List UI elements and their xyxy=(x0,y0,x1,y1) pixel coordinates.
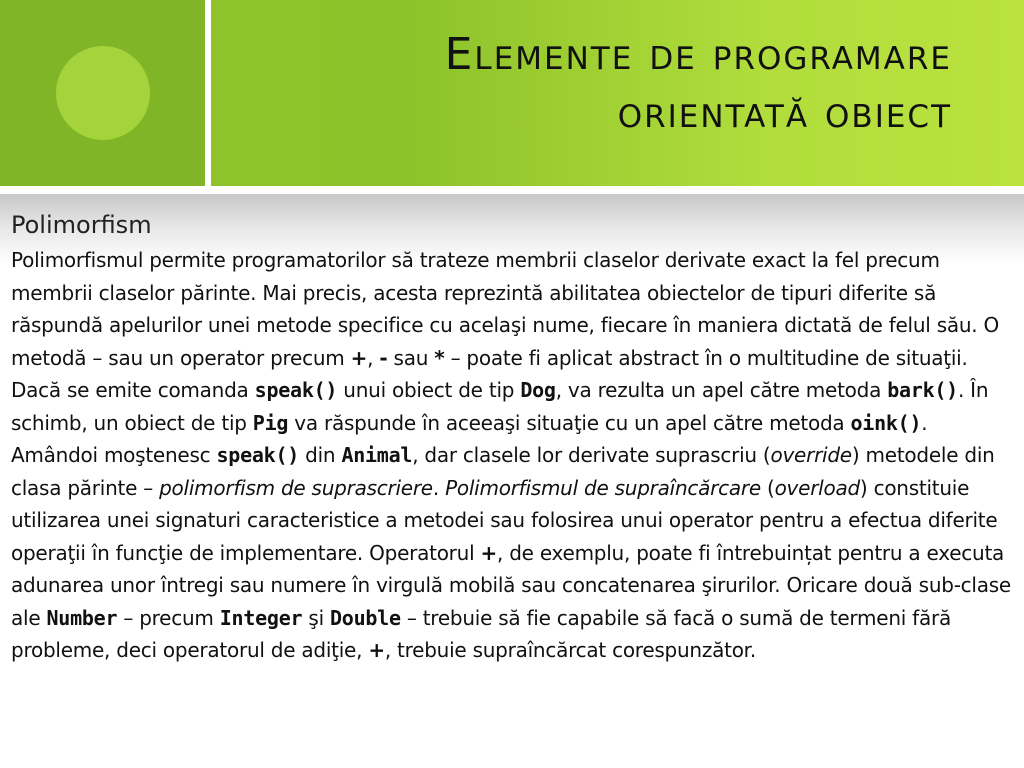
code-term: Animal xyxy=(341,443,413,467)
text-run: din xyxy=(299,443,342,467)
operator-term: * xyxy=(434,345,445,370)
italic-term: polimorfism de suprascriere xyxy=(159,475,433,500)
slide-title xyxy=(192,26,952,142)
text-run: . În schimb, un obiect de tip xyxy=(11,378,989,435)
text-run: sau xyxy=(387,345,435,370)
text-run: Polimorfismul permite programatorilor să trateze membrii claselor derivate exact la fel precum membrii claselor părinte. Mai precis, acesta reprezintă abilitatea obiectelor de tipuri diferite să răspundă apelurilor unei metode specifice cu acelaşi nume, fiecare în maniera dictată de felul său. O metodă – sau un operator precum xyxy=(11,248,1000,370)
text-run: – trebuie să fie capabile să facă o sumă de termeni fără probleme, deci operatorul de adiţie, xyxy=(11,605,951,662)
text-run: unui obiect de tip xyxy=(337,378,521,402)
text-run: ) constituie utilizarea unei signaturi caracteristice a metodei sau folosirea unui operator pentru a efectua diferite operaţii în funcţie de implementare. Operatorul xyxy=(11,475,998,565)
text-run: ) metodele din clasa părinte – xyxy=(11,443,995,500)
title-bar xyxy=(0,0,1024,186)
italic-term: overload xyxy=(774,475,860,500)
decorative-circle-icon xyxy=(56,46,150,140)
operator-term: - xyxy=(379,345,388,370)
slide-title-line-2: orientată obiect xyxy=(617,87,952,138)
italic-term: Polimorfismul de supraîncărcare xyxy=(445,475,761,500)
operator-term: + xyxy=(368,638,385,662)
text-run: , xyxy=(367,345,380,370)
operator-term: + xyxy=(480,540,498,565)
text-run: . xyxy=(432,475,446,500)
text-run: şi xyxy=(302,605,330,630)
text-run: , va rezulta un apel către metoda xyxy=(555,378,888,402)
code-term: Number xyxy=(46,605,118,630)
code-term: Dog xyxy=(520,378,556,402)
code-term: speak() xyxy=(254,378,338,402)
text-run: , dar clasele lor derivate suprascriu ( xyxy=(412,443,771,467)
italic-term: override xyxy=(770,443,852,467)
body-paragraph xyxy=(11,244,1017,667)
header-separator xyxy=(0,186,1024,194)
code-term: bark() xyxy=(887,378,958,402)
slide-content xyxy=(11,208,1017,667)
code-term: speak() xyxy=(216,443,300,467)
text-run: – precum xyxy=(117,605,220,630)
code-term: Integer xyxy=(219,605,303,630)
text-run: , de exemplu, poate fi întrebuințat pentru a executa adunarea unor întregi sau numere în virgulă mobilă sau concatenarea şirurilor. Oricare două sub-clase ale xyxy=(11,540,1011,630)
code-term: Pig xyxy=(252,410,289,435)
text-run: ( xyxy=(760,475,775,500)
operator-term: + xyxy=(350,345,368,370)
code-term: oink() xyxy=(850,410,922,435)
code-term: Double xyxy=(330,605,401,630)
text-run: . Amândoi moştenesc xyxy=(11,410,928,467)
text-run: , trebuie supraîncărcat corespunzător. xyxy=(384,638,756,662)
text-run: – poate fi aplicat abstract în o multitudine de situaţii. Dacă se emite comanda xyxy=(11,345,968,402)
section-heading: Polimorfism xyxy=(11,211,152,239)
slide-title-line-1: Elemente de programare xyxy=(444,29,952,80)
text-run: va răspunde în aceeaşi situaţie cu un apel către metoda xyxy=(288,410,851,435)
